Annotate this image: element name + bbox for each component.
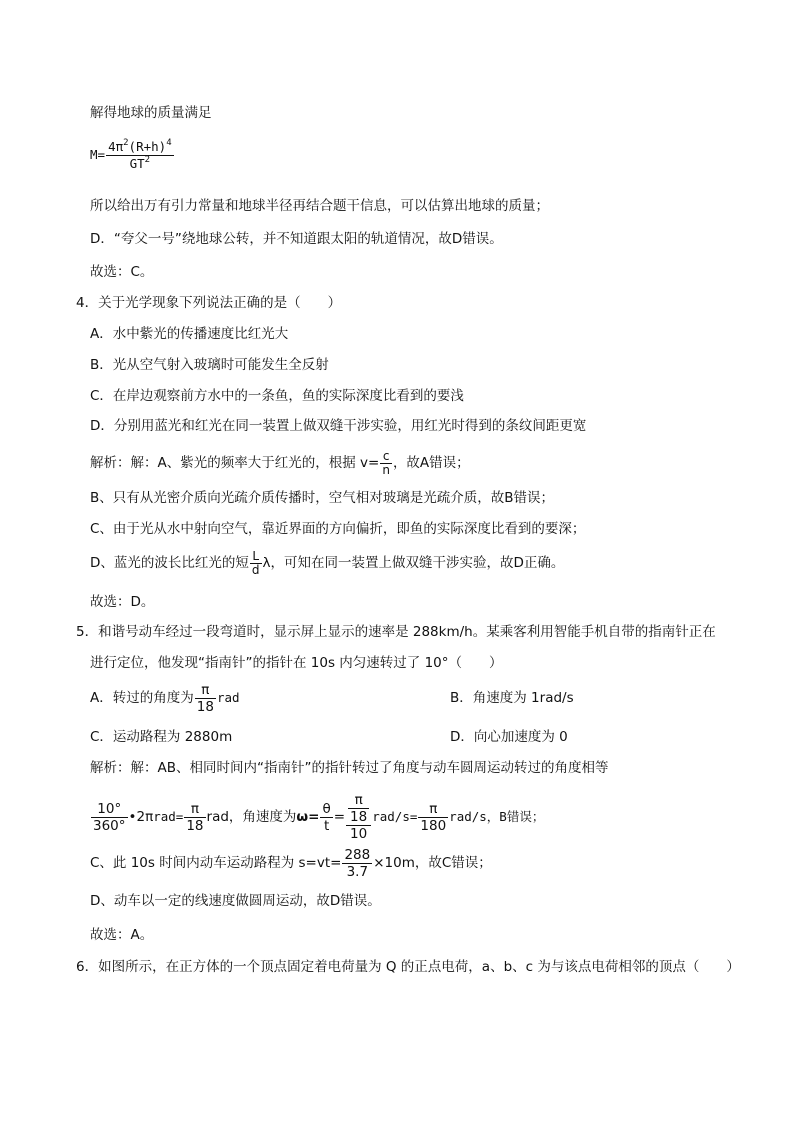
fraction: $\frac{L}{d}$ <box>251 548 260 577</box>
option-a: A．转过的角度为 $\frac{\pi}{18}$ rad <box>90 681 240 715</box>
fraction: $\frac{\pi}{18}$ <box>196 681 214 715</box>
explanation-line: C、由于光从水中射向空气，靠近界面的方向偏折，即鱼的实际深度比看到的要深； <box>90 521 586 537</box>
explanation-line: D、蓝光的波长比红光的短 $\frac{L}{d}$ λ，可知在同一装置上做双缝干涉实验，故D正确。 <box>90 548 565 577</box>
option-d: D．向心加速度为 0 <box>450 729 568 745</box>
option-d: D．分别用蓝光和红光在同一装置上做双缝干涉实验，用红光时得到的条纹间距更宽 <box>90 418 587 434</box>
question-5-stem: 5．和谐号动车经过一段弯道时，显示屏上显示的速率是 288km/h。某乘客利用智能手机自带的指南针正在 <box>76 624 716 640</box>
options-row <box>90 680 710 716</box>
option-c: C．在岸边观察前方水中的一条鱼，鱼的实际深度比看到的要浅 <box>90 388 464 404</box>
fraction: $\frac{10^\circ}{360^\circ}$ <box>93 800 126 834</box>
solution-line: 解得地球的质量满足 <box>90 105 212 121</box>
fraction: $\frac{288}{3.7}$ <box>344 846 371 880</box>
explanation-line: 解析：解：A、紫光的频率大于红光的，根据 v= $\frac{c}{n}$ ，故A错误； <box>90 448 470 477</box>
answer-line: 故选：C。 <box>90 264 154 280</box>
option-c: C．运动路程为 2880m <box>90 729 233 745</box>
explanation-line: D、动车以一定的线速度做圆周运动，故D错误。 <box>90 893 381 909</box>
option-a: A．水中紫光的传播速度比红光大 <box>90 326 289 342</box>
fraction: $\frac{c}{n}$ <box>382 448 390 477</box>
fraction: $\frac{\pi}{180}$ <box>420 800 447 834</box>
question-5-stem: 进行定位，他发现“指南针”的指针在 10s 内匀速转过了 10°（ ） <box>90 655 503 671</box>
solution-line: D．“夸父一号”绕地球公转，并不知道跟太阳的轨道情况，故D错误。 <box>90 231 503 247</box>
fraction: $\frac{\pi}{18}$ <box>186 800 204 834</box>
question-6-stem: 6．如图所示，在正方体的一个顶点固定着电荷量为 Q 的正点电荷，a、b、c 为与该点电荷相邻的顶点（ ） <box>76 959 740 975</box>
mass-formula: M= $\frac{4\pi^2(R+h)^4}{GT^2}$ <box>90 137 172 171</box>
mass-fraction: $\frac{4\pi^2(R+h)^4}{GT^2}$ <box>108 137 172 171</box>
explanation-line: B、只有从光密介质向光疏介质传播时，空气相对玻璃是光疏介质，故B错误； <box>90 490 555 506</box>
question-4-stem: 4．关于光学现象下列说法正确的是（ ） <box>76 295 342 311</box>
solution-line: 所以给出万有引力常量和地球半径再结合题干信息，可以估算出地球的质量； <box>90 198 549 214</box>
explanation-line: 解析：解：AB、相同时间内“指南针”的指针转过了角度与动车圆周运动转过的角度相等 <box>90 760 609 776</box>
answer-line: 故选：A。 <box>90 927 154 943</box>
fraction: $\frac{\theta}{t}$ <box>322 800 331 834</box>
compound-fraction: $\frac{\frac{\pi}{18}}{10}$ <box>346 792 371 842</box>
explanation-formula: $\frac{10^\circ}{360^\circ}$ •2πrad= $\frac{\pi}{18}$ rad，角速度为ω= $\frac{\theta}{t}$ = $\frac{\frac{\pi}{18}}{10}$ rad/s= $\frac{\pi}{180}$ rad/s，B错误； <box>93 792 545 842</box>
answer-line: 故选：D。 <box>90 594 155 610</box>
option-b: B．角速度为 1rad/s <box>450 690 574 706</box>
option-b: B．光从空气射入玻璃时可能发生全反射 <box>90 357 329 373</box>
options-row <box>90 727 710 747</box>
explanation-line: C、此 10s 时间内动车运动路程为 s=vt= $\frac{288}{3.7}$ ×10m，故C错误； <box>90 846 492 880</box>
